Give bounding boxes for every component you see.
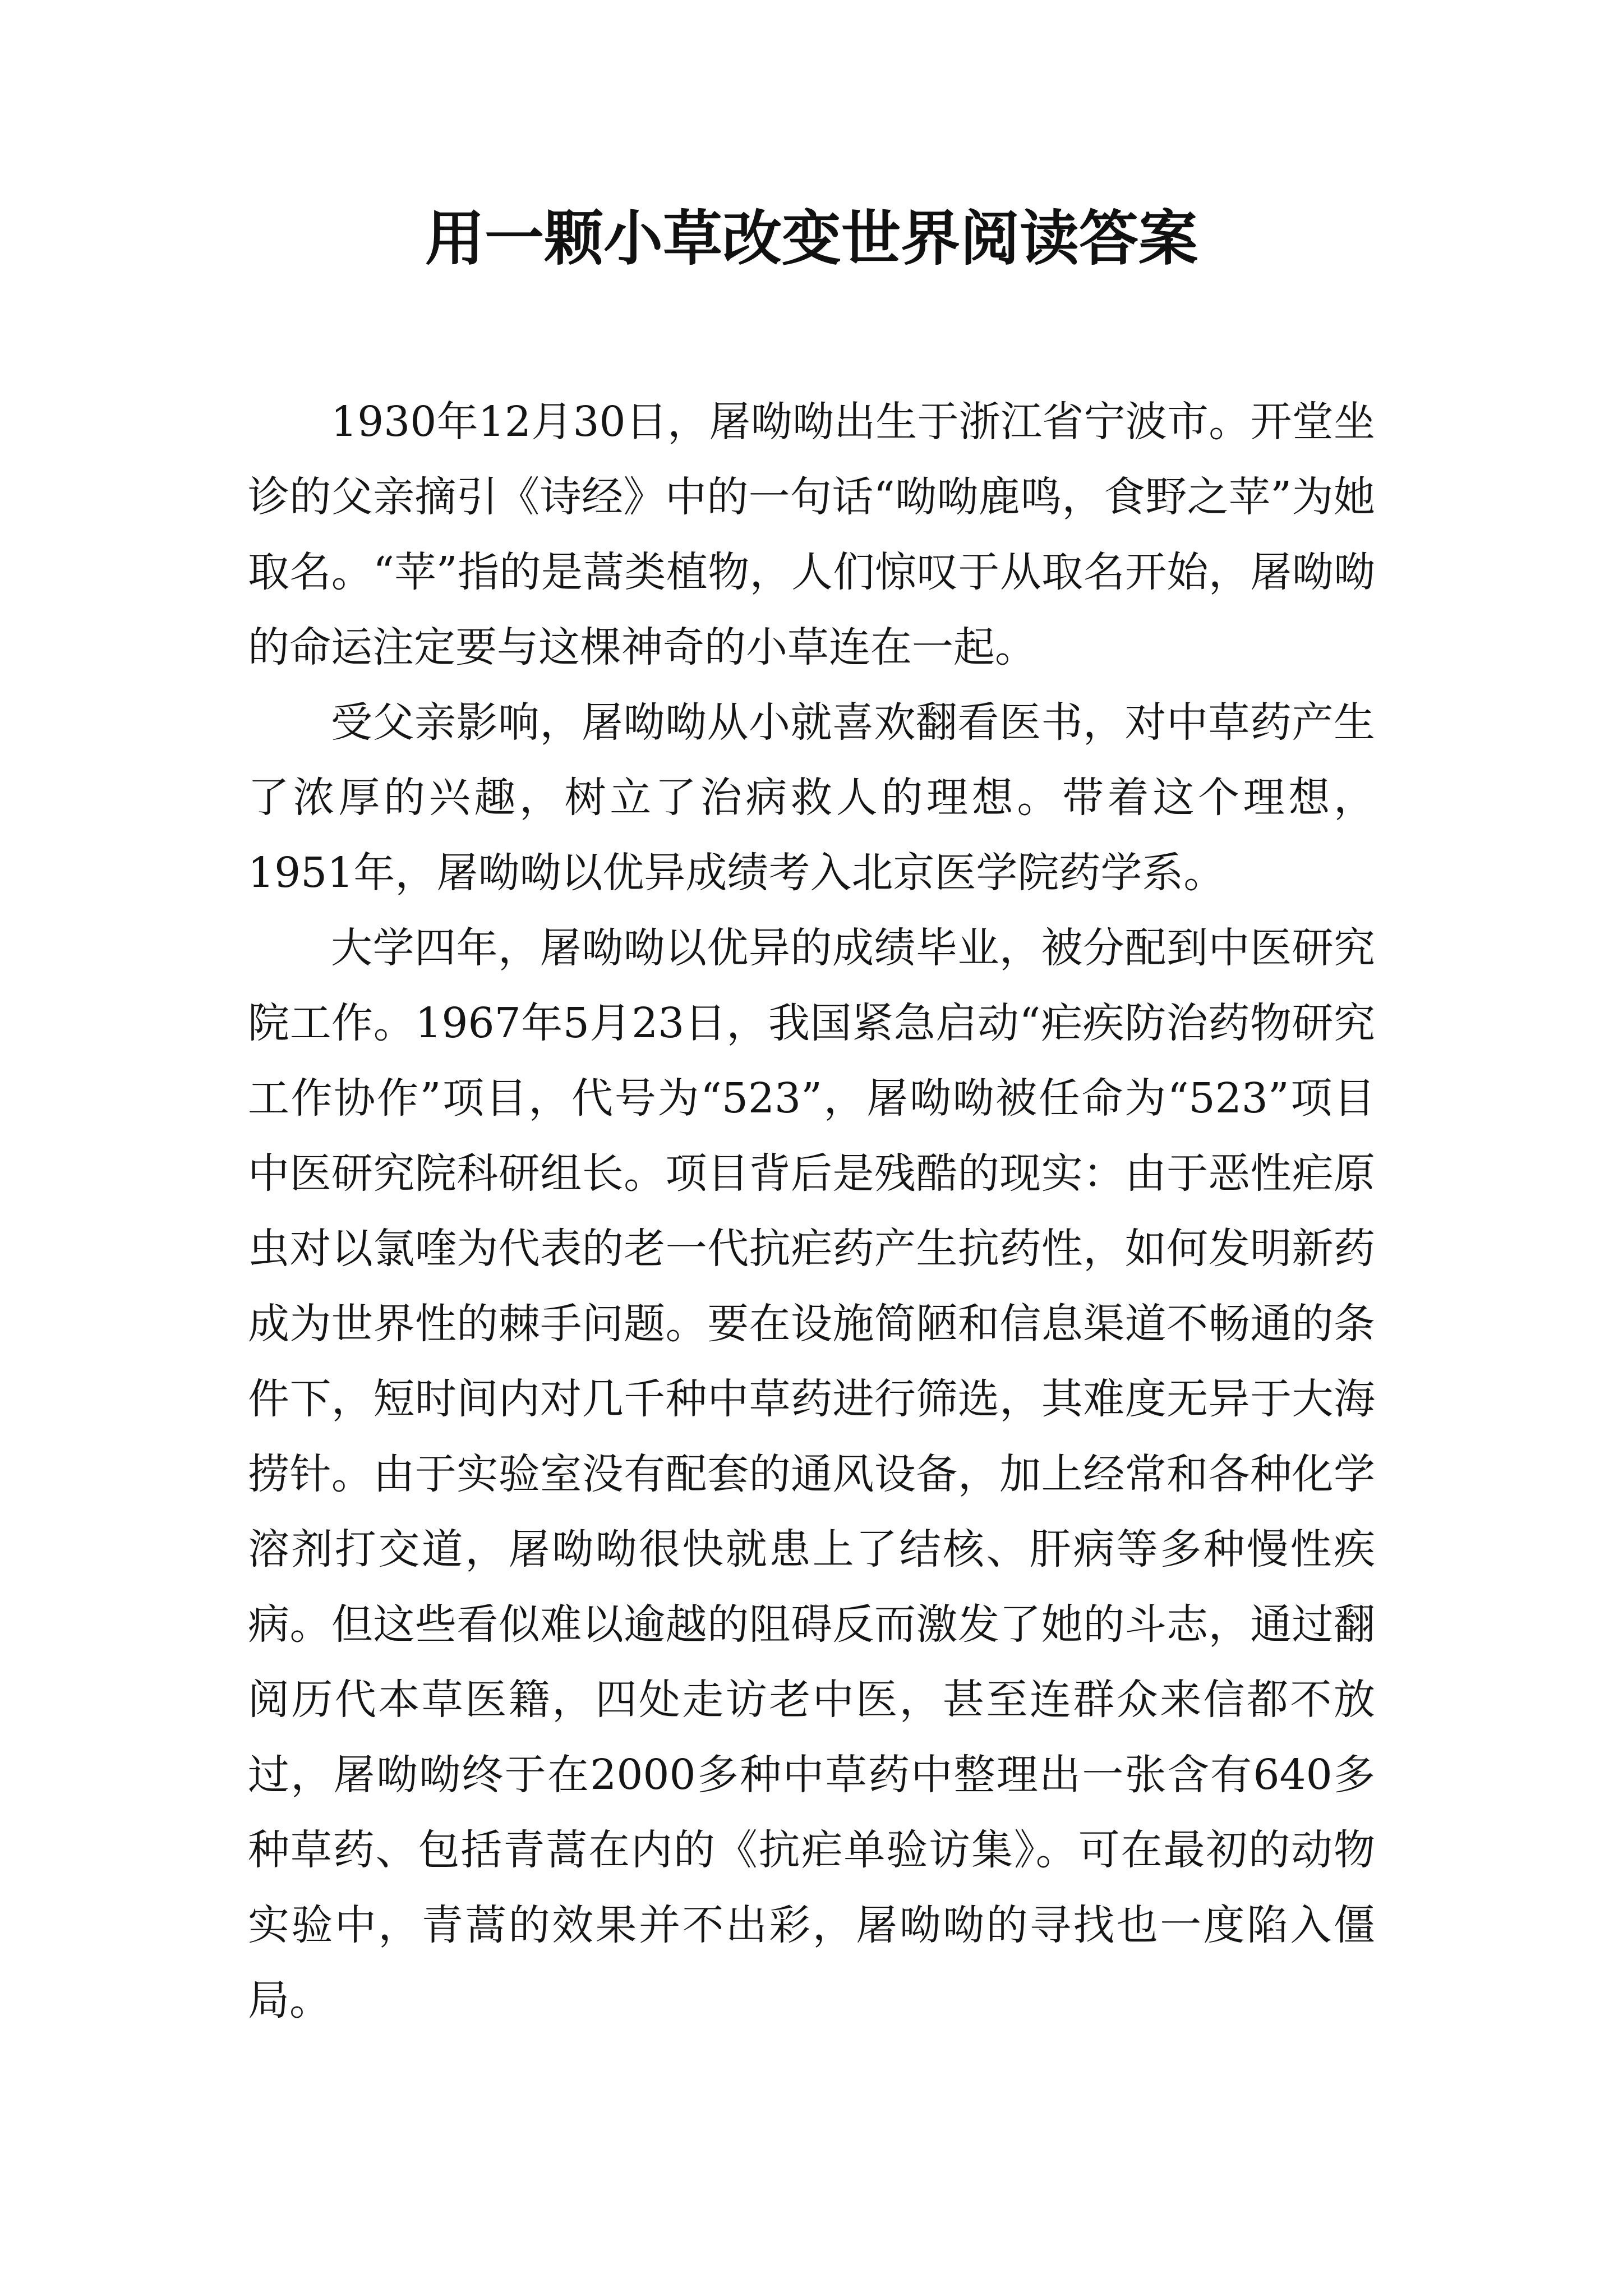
paragraph-birth: 1930年12月30日，屠呦呦出生于浙江省宁波市。开堂坐诊的父亲摘引《诗经》中的一句话“呦呦鹿鸣，食野之苹”为她取名。“苹”指的是蒿类植物，人们惊叹于从取名开始，屠呦呦的命运注定要与这棵神奇的小草连在一起。 (248, 398, 1375, 671)
document-body (248, 384, 1375, 2038)
paragraph-education: 受父亲影响，屠呦呦从小就喜欢翻看医书，对中草药产生了浓厚的兴趣，树立了治病救人的理想。带着这个理想，1951年，屠呦呦以优异成绩考入北京医学院药学系。 (248, 698, 1375, 897)
paragraph-research: 大学四年，屠呦呦以优异的成绩毕业，被分配到中医研究院工作。1967年5月23日，我国紧急启动“疟疾防治药物研究工作协作”项目，代号为“523”，屠呦呦被任命为“523”项目中医研究院科研组长。项目背后是残酷的现实：由于恶性疟原虫对以氯喹为代表的老一代抗疟药产生抗药性，如何发明新药成为世界性的棘手问题。要在设施简陋和信息渠道不畅通的条件下，短时间内对几千种中草药进行筛选，其难度无异于大海捞针。由于实验室没有配套的通风设备，加上经常和各种化学溶剂打交道，屠呦呦很快就患上了结核、肝病等多种慢性疾病。但这些看似难以逾越的阻碍反而激发了她的斗志，通过翻阅历代本草医籍，四处走访老中医，甚至连群众来信都不放过，屠呦呦终于在2000多种中草药中整理出一张含有640多种草药、包括青蒿在内的《抗疟单验访集》。可在最初的动物实验中，青蒿的效果并不出彩，屠呦呦的寻找也一度陷入僵局。 (248, 924, 1375, 2024)
document-title: 用一颗小草改变世界阅读答案 (425, 203, 1198, 273)
